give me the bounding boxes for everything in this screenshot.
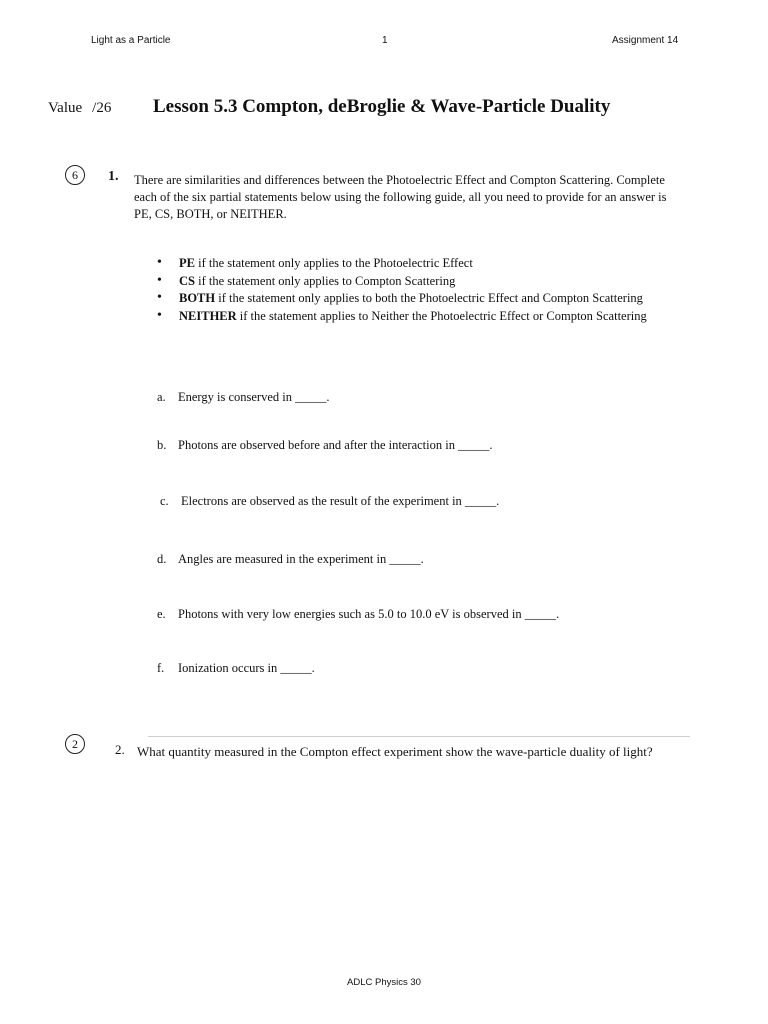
q1-intro: There are similarities and differences between the Photoelectric Effect and Compton Scattering. Complete each of the six partial statements below using the following guide, all you need to provide for an answer is PE, CS, BOTH, or NEITHER. [134, 173, 667, 221]
guide-item-both [155, 290, 655, 307]
guide-term: NEITHER [179, 308, 237, 323]
value-text: Value [48, 100, 83, 116]
statement-letter: f. [157, 661, 165, 675]
value-label [48, 100, 111, 117]
statement-c [160, 494, 499, 509]
value-total: /26 [92, 100, 112, 116]
statement-letter: e. [157, 607, 166, 621]
guide-text: if the statement only applies to the Photoelectric Effect [194, 256, 473, 270]
statement-letter: d. [157, 552, 167, 566]
statement-letter: b. [157, 438, 167, 452]
q2-text: What quantity measured in the Compton effect experiment show the wave-particle duality of light? [137, 744, 653, 759]
guide-text: if the statement only applies to both the Photoelectric Effect and Compton Scattering [215, 291, 643, 305]
statement-a [157, 390, 329, 405]
guide-term: CS [179, 273, 195, 288]
q1-marks-badge: 6 [65, 165, 85, 185]
statement-letter: c. [160, 494, 169, 508]
guide-text: if the statement only applies to Compton Scattering [194, 273, 456, 288]
guide-item-pe [155, 255, 655, 272]
statement-letter: a. [157, 390, 166, 404]
statement-d [157, 552, 424, 567]
answer-guide-list [155, 255, 655, 325]
header-assignment: Assignment 14 [612, 35, 679, 46]
header-course-title: Light as a Particle [91, 35, 171, 46]
footer: ADLC Physics 30 [347, 977, 421, 988]
guide-item-cs [155, 273, 655, 290]
statement-text: Angles are measured in the experiment in _____. [178, 552, 424, 566]
statement-text: Photons with very low energies such as 5.0 to 10.0 eV is observed in _____. [178, 607, 560, 621]
statement-text: Photons are observed before and after the interaction in _____. [178, 438, 493, 452]
statement-text: Ionization occurs in _____. [178, 661, 315, 675]
q2-marks-badge: 2 [65, 734, 85, 754]
guide-term: BOTH [179, 291, 216, 305]
statement-f [157, 661, 315, 676]
statement-b [157, 438, 492, 453]
q1-number: 1. [108, 169, 119, 184]
header-page-number: 1 [382, 35, 388, 46]
guide-item-neither [155, 308, 655, 325]
guide-term: PE [179, 256, 195, 270]
page-title: Lesson 5.3 Compton, deBroglie & Wave-Particle Duality [153, 96, 611, 117]
section-divider [148, 736, 690, 737]
statement-e [157, 607, 559, 622]
q2-number: 2. [115, 742, 125, 757]
statement-text: Energy is conserved in _____. [178, 390, 330, 404]
statement-text: Electrons are observed as the result of the experiment in _____. [181, 494, 500, 508]
guide-text: if the statement applies to Neither the Photoelectric Effect or Compton Scattering [236, 308, 647, 323]
